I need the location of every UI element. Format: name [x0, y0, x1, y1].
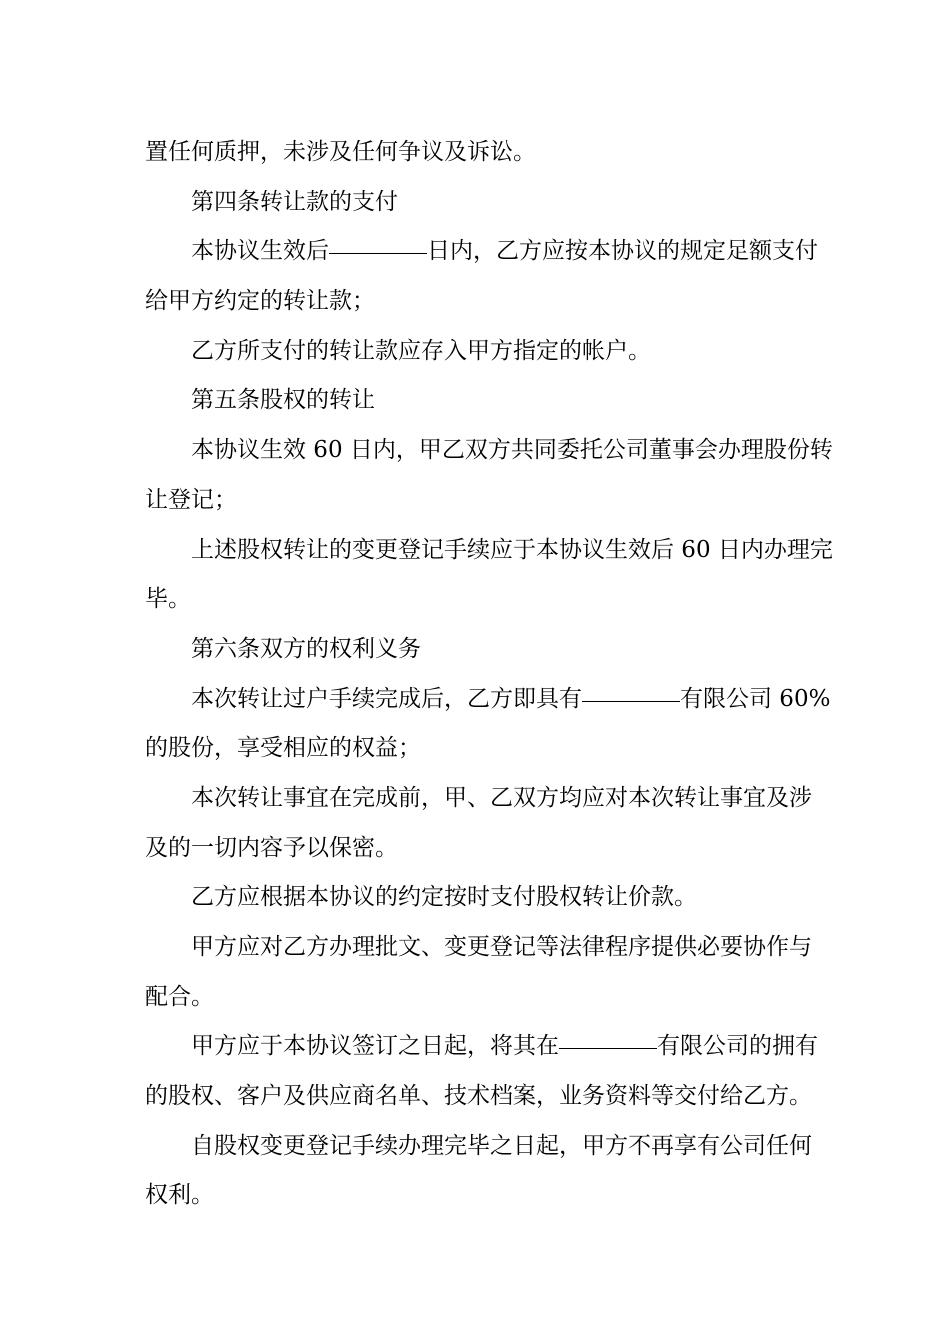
line-text: 本次转让事宜在完成前，甲、乙双方均应对本次转让事宜及涉	[191, 784, 812, 811]
line-text: 的股份，享受相应的权益；	[145, 735, 421, 762]
text-line	[145, 227, 818, 277]
line-text: 日内，乙方应按本协议的规定足额支付	[427, 238, 818, 265]
text-line	[145, 973, 810, 1023]
text-line	[145, 476, 810, 526]
section-heading	[145, 178, 810, 228]
text-line	[145, 575, 810, 625]
text-line	[145, 774, 810, 824]
heading-text: 第六条双方的权利义务	[191, 635, 421, 662]
line-text: 让登记；	[145, 486, 237, 513]
line-text: 甲方应于本协议签订之日起，将其在	[191, 1033, 559, 1060]
text-line	[145, 675, 831, 725]
text-line	[145, 327, 810, 377]
text-line	[145, 128, 810, 178]
line-text: 乙方应根据本协议的约定按时支付股权转让价款。	[191, 884, 697, 911]
line-text: 本次转让过户手续完成后，乙方即具有	[191, 685, 582, 712]
text-line	[145, 526, 833, 576]
line-text: 有限公司的拥有	[657, 1033, 818, 1060]
section-heading	[145, 376, 810, 426]
text-line	[145, 1171, 810, 1221]
line-text: 毕。	[145, 586, 191, 613]
text-line	[145, 724, 810, 774]
text-line	[145, 1022, 818, 1072]
text-line	[145, 824, 810, 874]
line-text: 的股权、客户及供应商名单、技术档案，业务资料等交付给乙方。	[145, 1083, 812, 1110]
fill-in-blank	[559, 1047, 657, 1049]
line-text: 乙方所支付的转让款应存入甲方指定的帐户。	[191, 337, 651, 364]
heading-text: 第四条转让款的支付	[191, 188, 398, 215]
text-line	[145, 426, 833, 476]
line-text: 本协议生效后	[191, 238, 329, 265]
line-text: 自股权变更登记手续办理完毕之日起，甲方不再享有公司任何	[191, 1132, 812, 1159]
line-text: 置任何质押，未涉及任何争议及诉讼。	[145, 139, 536, 165]
text-line	[145, 873, 810, 923]
line-text: 上述股权转让的变更登记手续应于本协议生效后 60 日内办理完	[191, 536, 833, 563]
line-text: 权利。	[145, 1182, 214, 1209]
fill-in-blank	[582, 700, 680, 702]
section-heading	[145, 625, 810, 675]
line-text: 给甲方约定的转让款；	[145, 288, 375, 315]
line-text: 甲方应对乙方办理批文、变更登记等法律程序提供必要协作与	[191, 934, 812, 960]
line-text: 有限公司 60%	[680, 685, 831, 712]
text-line	[145, 1072, 810, 1122]
text-line	[145, 277, 810, 327]
heading-text: 第五条股权的转让	[191, 387, 375, 414]
text-line	[145, 923, 810, 973]
fill-in-blank	[329, 252, 427, 254]
line-text: 本协议生效 60 日内，甲乙双方共同委托公司董事会办理股份转	[191, 437, 833, 464]
text-line	[145, 1122, 810, 1172]
line-text: 配合。	[145, 983, 214, 1010]
line-text: 及的一切内容予以保密。	[145, 834, 398, 861]
